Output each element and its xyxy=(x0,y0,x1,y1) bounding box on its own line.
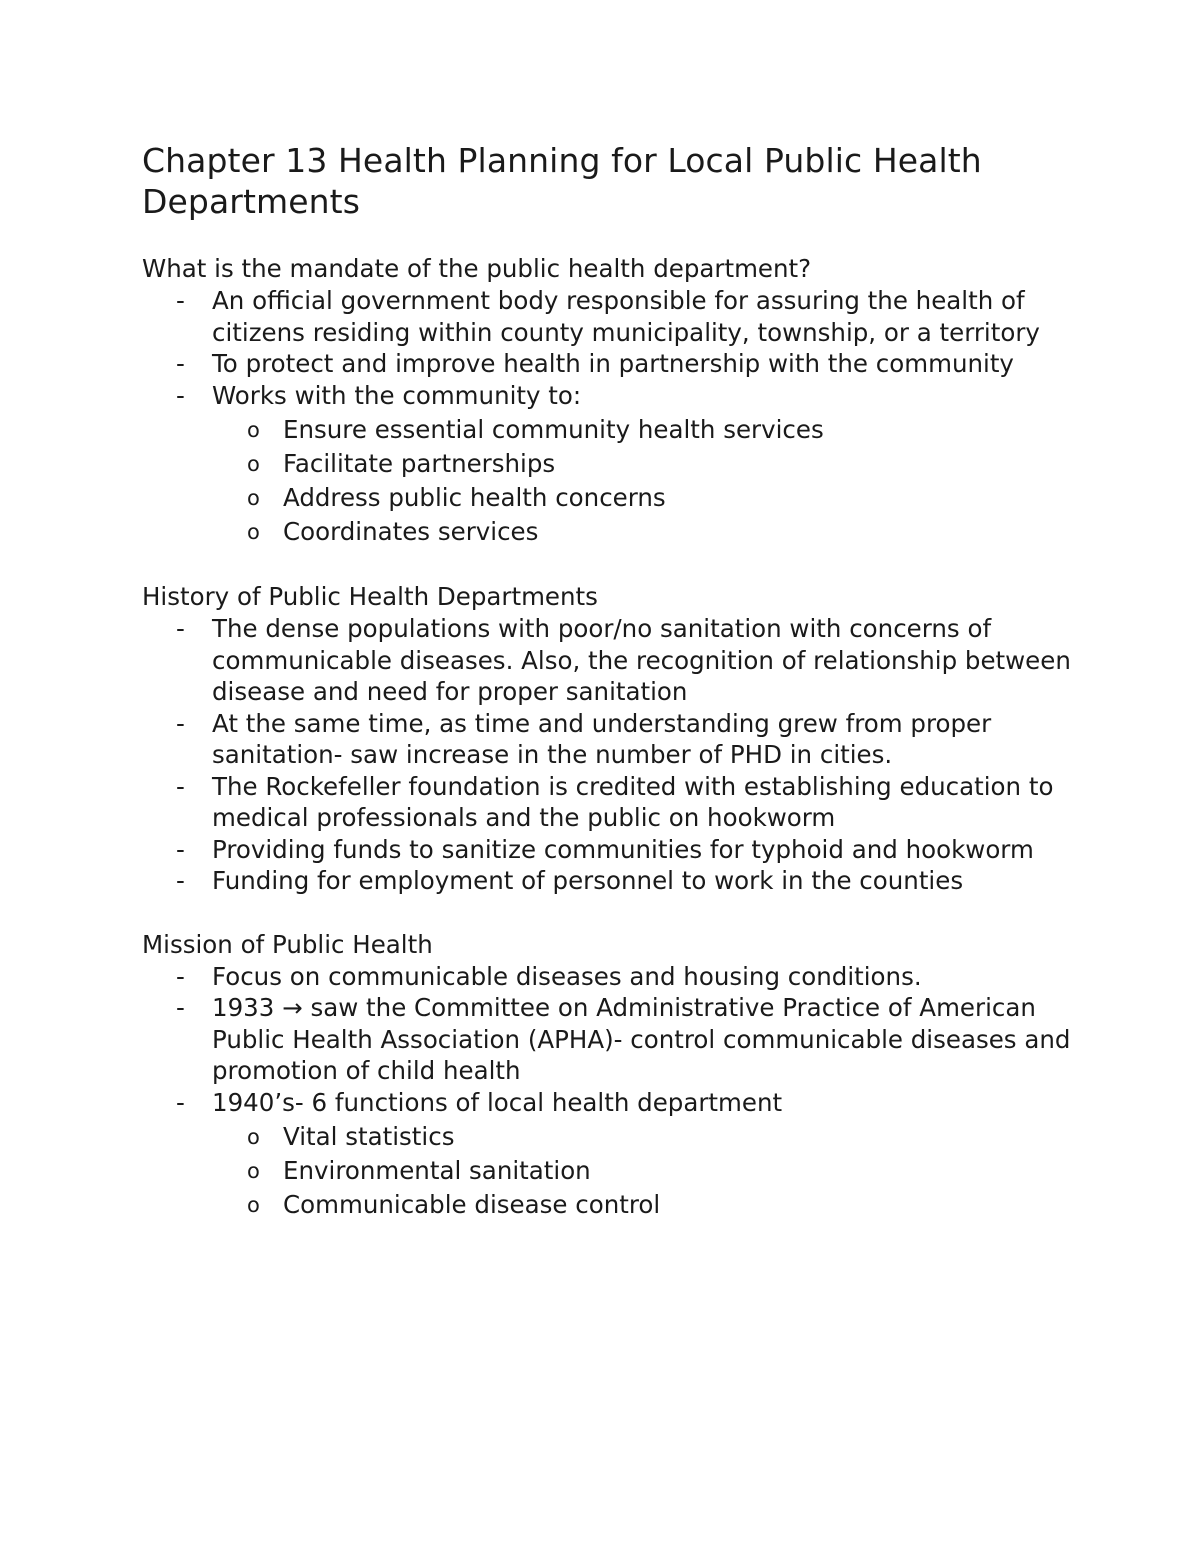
section-mission xyxy=(142,929,1072,1223)
sub-list-item-text: Coordinates services xyxy=(283,517,539,546)
document-page xyxy=(142,140,1072,1222)
sub-list-item xyxy=(212,1154,1072,1188)
list-item-text: To protect and improve health in partnership with the community xyxy=(212,349,1014,378)
dash-bullet: - xyxy=(176,708,185,738)
sub-list-item xyxy=(212,447,1072,481)
dash-bullet: - xyxy=(176,961,185,991)
sub-list-item-text: Address public health concerns xyxy=(283,483,666,512)
document-title: Chapter 13 Health Planning for Local Public Health Departments xyxy=(142,141,982,221)
sub-list-item-text: Ensure essential community health services xyxy=(283,415,824,444)
list-item xyxy=(142,380,1072,550)
sub-list-item-text: Vital statistics xyxy=(283,1122,455,1151)
sub-list-item-text: Facilitate partnerships xyxy=(283,449,556,478)
list-item xyxy=(142,1087,1072,1223)
list-item-text: The Rockefeller foundation is credited with establishing education to medical professionals and the public on hookworm xyxy=(212,771,1054,832)
list-item xyxy=(142,285,1072,348)
circle-bullet: o xyxy=(247,452,260,476)
dash-bullet: - xyxy=(176,771,185,801)
circle-bullet: o xyxy=(247,1193,260,1217)
sub-list-item xyxy=(212,1188,1072,1222)
list-item-text: At the same time, as time and understanding grew from proper sanitation- saw increase in the number of PHD in cities. xyxy=(212,708,992,769)
dash-bullet: - xyxy=(176,614,185,643)
sub-list-item xyxy=(212,515,1072,549)
dash-bullet: - xyxy=(176,866,185,895)
list-item-text: Funding for employment of personnel to work in the counties xyxy=(212,866,964,895)
dash-bullet: - xyxy=(176,993,185,1022)
dash-bullet: - xyxy=(176,349,185,378)
sub-bullet-list xyxy=(212,1120,1072,1222)
list-item xyxy=(142,708,1072,771)
bullet-list xyxy=(142,613,1072,897)
dash-bullet: - xyxy=(176,1087,185,1117)
dash-bullet: - xyxy=(176,380,185,410)
bullet-list xyxy=(142,961,1072,1223)
dash-bullet: - xyxy=(176,834,185,864)
list-item xyxy=(142,992,1072,1087)
list-item xyxy=(142,834,1072,866)
list-item-text: An official government body responsible for assuring the health of citizens residing within county municipality, township, or a territory xyxy=(212,286,1040,347)
list-item xyxy=(142,865,1072,897)
circle-bullet: o xyxy=(247,520,260,544)
circle-bullet: o xyxy=(247,1125,260,1149)
list-item-text: Works with the community to: xyxy=(212,380,582,410)
circle-bullet: o xyxy=(247,1159,260,1183)
circle-bullet: o xyxy=(247,486,260,510)
sub-list-item-text: Environmental sanitation xyxy=(283,1156,591,1185)
list-item-text: Focus on communicable diseases and housing conditions. xyxy=(212,961,922,991)
section-heading: What is the mandate of the public health department? xyxy=(142,254,812,283)
sub-list-item-text: Communicable disease control xyxy=(283,1190,661,1219)
section-heading: History of Public Health Departments xyxy=(142,582,598,611)
dash-bullet: - xyxy=(176,286,185,315)
sub-list-item xyxy=(212,413,1072,447)
bullet-list xyxy=(142,285,1072,549)
section-heading: Mission of Public Health xyxy=(142,929,433,959)
sub-list-item xyxy=(212,1120,1072,1154)
list-item-text: The dense populations with poor/no sanitation with concerns of communicable diseases. Also, the recognition of relationship between disease and need for proper sanitation xyxy=(212,614,1071,706)
sub-bullet-list xyxy=(212,413,1072,549)
section-mandate xyxy=(142,253,1072,549)
list-item xyxy=(142,771,1072,834)
list-item-text: Providing funds to sanitize communities for typhoid and hookworm xyxy=(212,834,1034,864)
list-item-text: 1933 → saw the Committee on Administrative Practice of American Public Health Association (APHA)- control communicable diseases and promotion of child health xyxy=(212,993,1071,1085)
list-item-text: 1940’s- 6 functions of local health department xyxy=(212,1087,783,1117)
list-item xyxy=(142,961,1072,993)
list-item xyxy=(142,348,1072,380)
sub-list-item xyxy=(212,481,1072,515)
circle-bullet: o xyxy=(247,418,260,442)
list-item xyxy=(142,613,1072,708)
section-history xyxy=(142,581,1072,897)
